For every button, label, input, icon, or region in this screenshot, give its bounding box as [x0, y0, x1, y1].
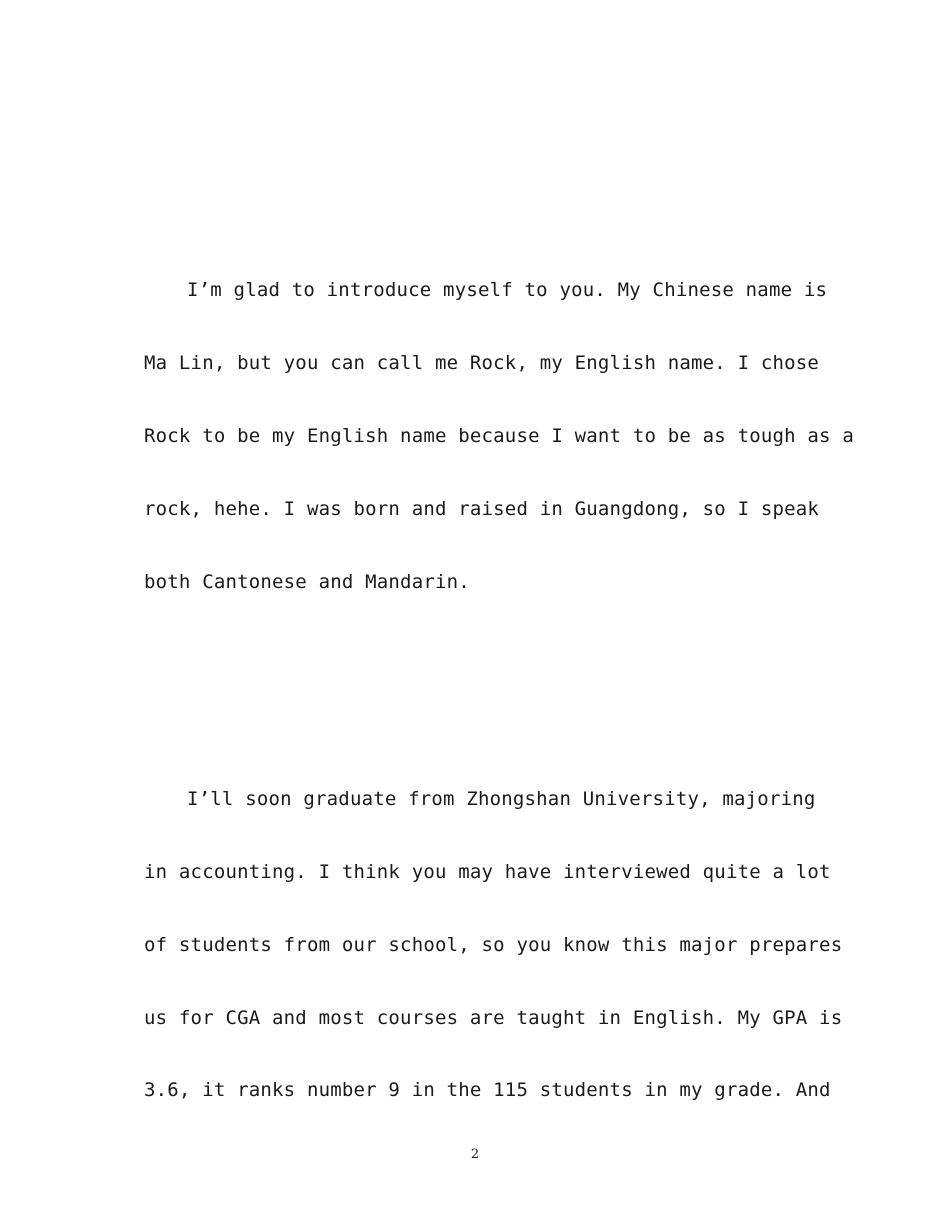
text-line: Ma Lin, but you can call me Rock, my English name. I chose [144, 352, 820, 374]
page-number: 2 [470, 1147, 480, 1162]
text-line: rock, hehe. I was born and raised in Guangdong, so I speak [144, 498, 820, 520]
text-line: Rock to be my English name because I want to be as tough as a [144, 425, 854, 447]
text-line: us for CGA and most courses are taught in English. My GPA is [144, 1007, 843, 1029]
text-line: in accounting. I think you may have interviewed quite a lot [144, 861, 831, 883]
text-line: I’ll soon graduate from Zhongshan University, majoring [187, 788, 816, 810]
text-line: of students from our school, so you know this major prepares [144, 934, 843, 956]
text-line: both Cantonese and Mandarin. [144, 571, 470, 593]
text-line: 3.6, it ranks number 9 in the 115 students in my grade. And [144, 1079, 831, 1101]
text-line: I’m glad to introduce myself to you. My Chinese name is [187, 279, 828, 301]
